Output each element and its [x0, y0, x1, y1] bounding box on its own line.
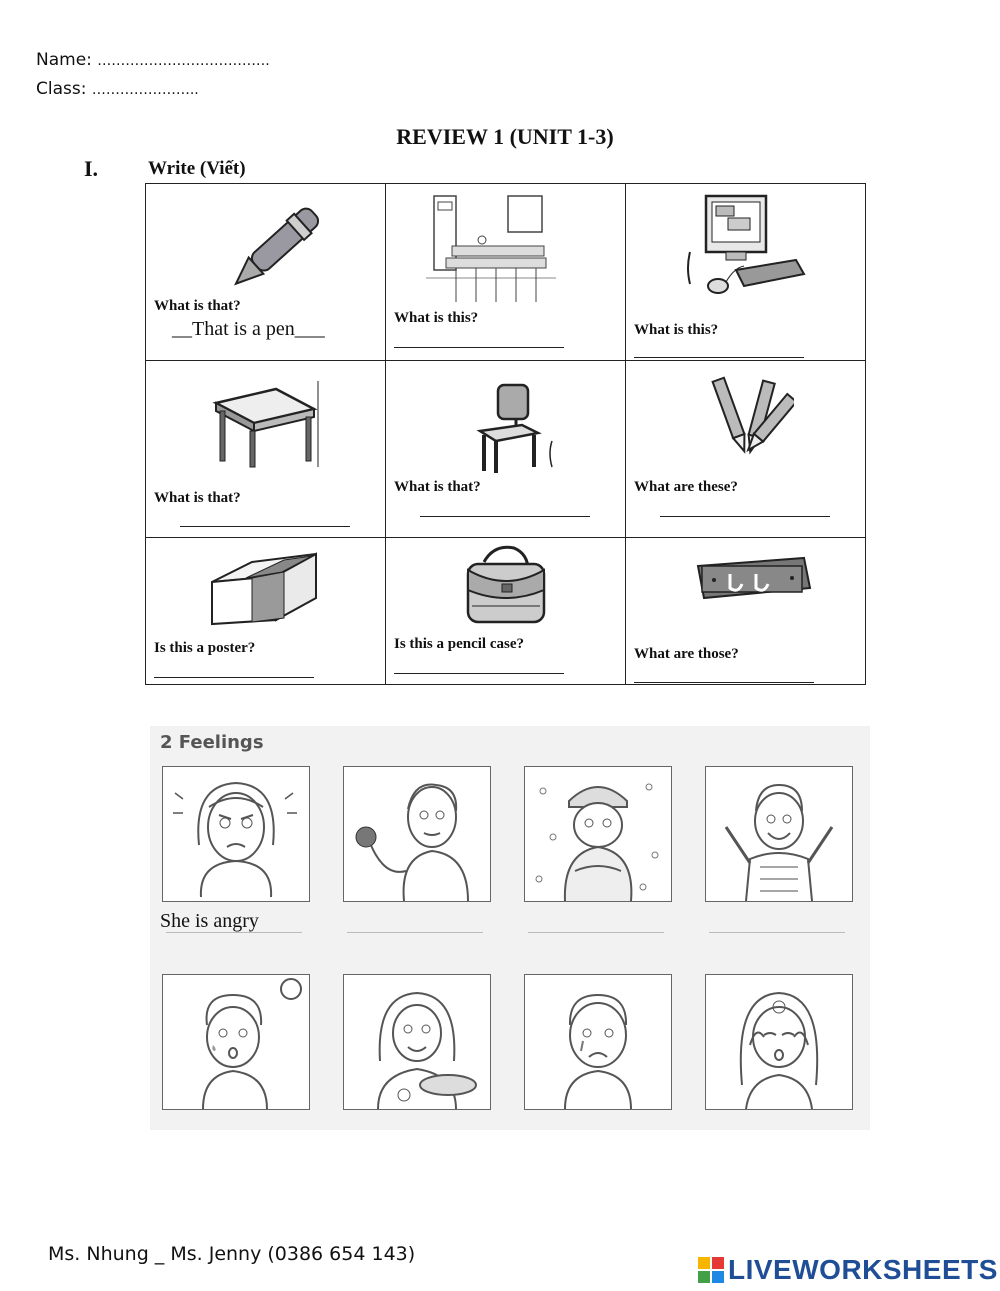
angry-face: [162, 766, 310, 902]
name-label: Name:: [36, 50, 92, 70]
coat-hooks-icon: [694, 552, 814, 606]
class-field[interactable]: …………………..: [91, 82, 199, 98]
question-text: Is this a pencil case?: [394, 636, 525, 652]
pen-icon: [226, 202, 326, 297]
liveworksheets-logo[interactable]: [698, 1252, 998, 1288]
name-field[interactable]: ……………………………….: [97, 53, 270, 69]
tired-face: [705, 974, 853, 1110]
grid-cell: [146, 361, 386, 538]
question-text: What is that?: [394, 479, 481, 495]
answer-line[interactable]: [347, 932, 483, 933]
name-row: [36, 50, 270, 70]
holding-object-face: [343, 766, 491, 902]
answer-line[interactable]: [394, 673, 564, 674]
chair-icon: [466, 381, 556, 477]
logo-blocks-icon: [698, 1257, 724, 1283]
question-text: What are those?: [634, 646, 739, 662]
grid-cell: [386, 184, 626, 361]
logo-text: LIVEWORKSHEETS: [728, 1254, 998, 1285]
answer-line[interactable]: [166, 932, 302, 933]
eraser-icon: [206, 542, 326, 628]
answer-line[interactable]: [154, 677, 314, 678]
answer-line[interactable]: [180, 526, 350, 527]
question-text: What is this?: [394, 310, 479, 326]
answer-line[interactable]: [528, 932, 664, 933]
question-text: What is that?: [154, 490, 241, 506]
desk-icon: [206, 379, 326, 471]
answer-line[interactable]: [634, 357, 804, 358]
question-text: What is that?: [154, 298, 241, 314]
answer-line[interactable]: [660, 516, 830, 517]
write-grid: [145, 183, 866, 685]
page-title: REVIEW 1 (UNIT 1-3): [396, 124, 614, 149]
sad-face: [524, 974, 672, 1110]
answer-field[interactable]: __That is a pen___: [172, 318, 325, 340]
grid-cell: [386, 538, 626, 685]
author-credit: Ms. Nhung _ Ms. Jenny (0386 654 143): [48, 1243, 416, 1265]
pencils-icon: [704, 373, 794, 473]
answer-line[interactable]: [634, 682, 814, 683]
question-text: What are these?: [634, 479, 738, 495]
cold-face: [524, 766, 672, 902]
class-row: [36, 79, 199, 99]
answer-line[interactable]: [709, 932, 845, 933]
feelings-panel: [150, 726, 870, 1130]
hungry-face: [343, 974, 491, 1110]
classroom-icon: [416, 194, 566, 306]
hot-face: [162, 974, 310, 1110]
grid-cell: [386, 361, 626, 538]
section-number: I.: [84, 156, 99, 181]
happy-face: [705, 766, 853, 902]
grid-cell: [626, 538, 866, 685]
answer-line[interactable]: [420, 516, 590, 517]
computer-icon: [684, 188, 809, 300]
question-text: Is this a poster?: [154, 640, 256, 656]
grid-cell: [626, 184, 866, 361]
grid-cell: [626, 361, 866, 538]
feelings-answer-1[interactable]: She is angry: [160, 910, 259, 932]
feelings-title: 2 Feelings: [160, 732, 264, 753]
backpack-icon: [458, 540, 554, 628]
grid-cell: [146, 538, 386, 685]
answer-line[interactable]: [394, 347, 564, 348]
section-title: Write (Viết): [148, 158, 246, 179]
question-text: What is this?: [634, 322, 719, 338]
grid-cell: [146, 184, 386, 361]
class-label: Class:: [36, 79, 87, 99]
